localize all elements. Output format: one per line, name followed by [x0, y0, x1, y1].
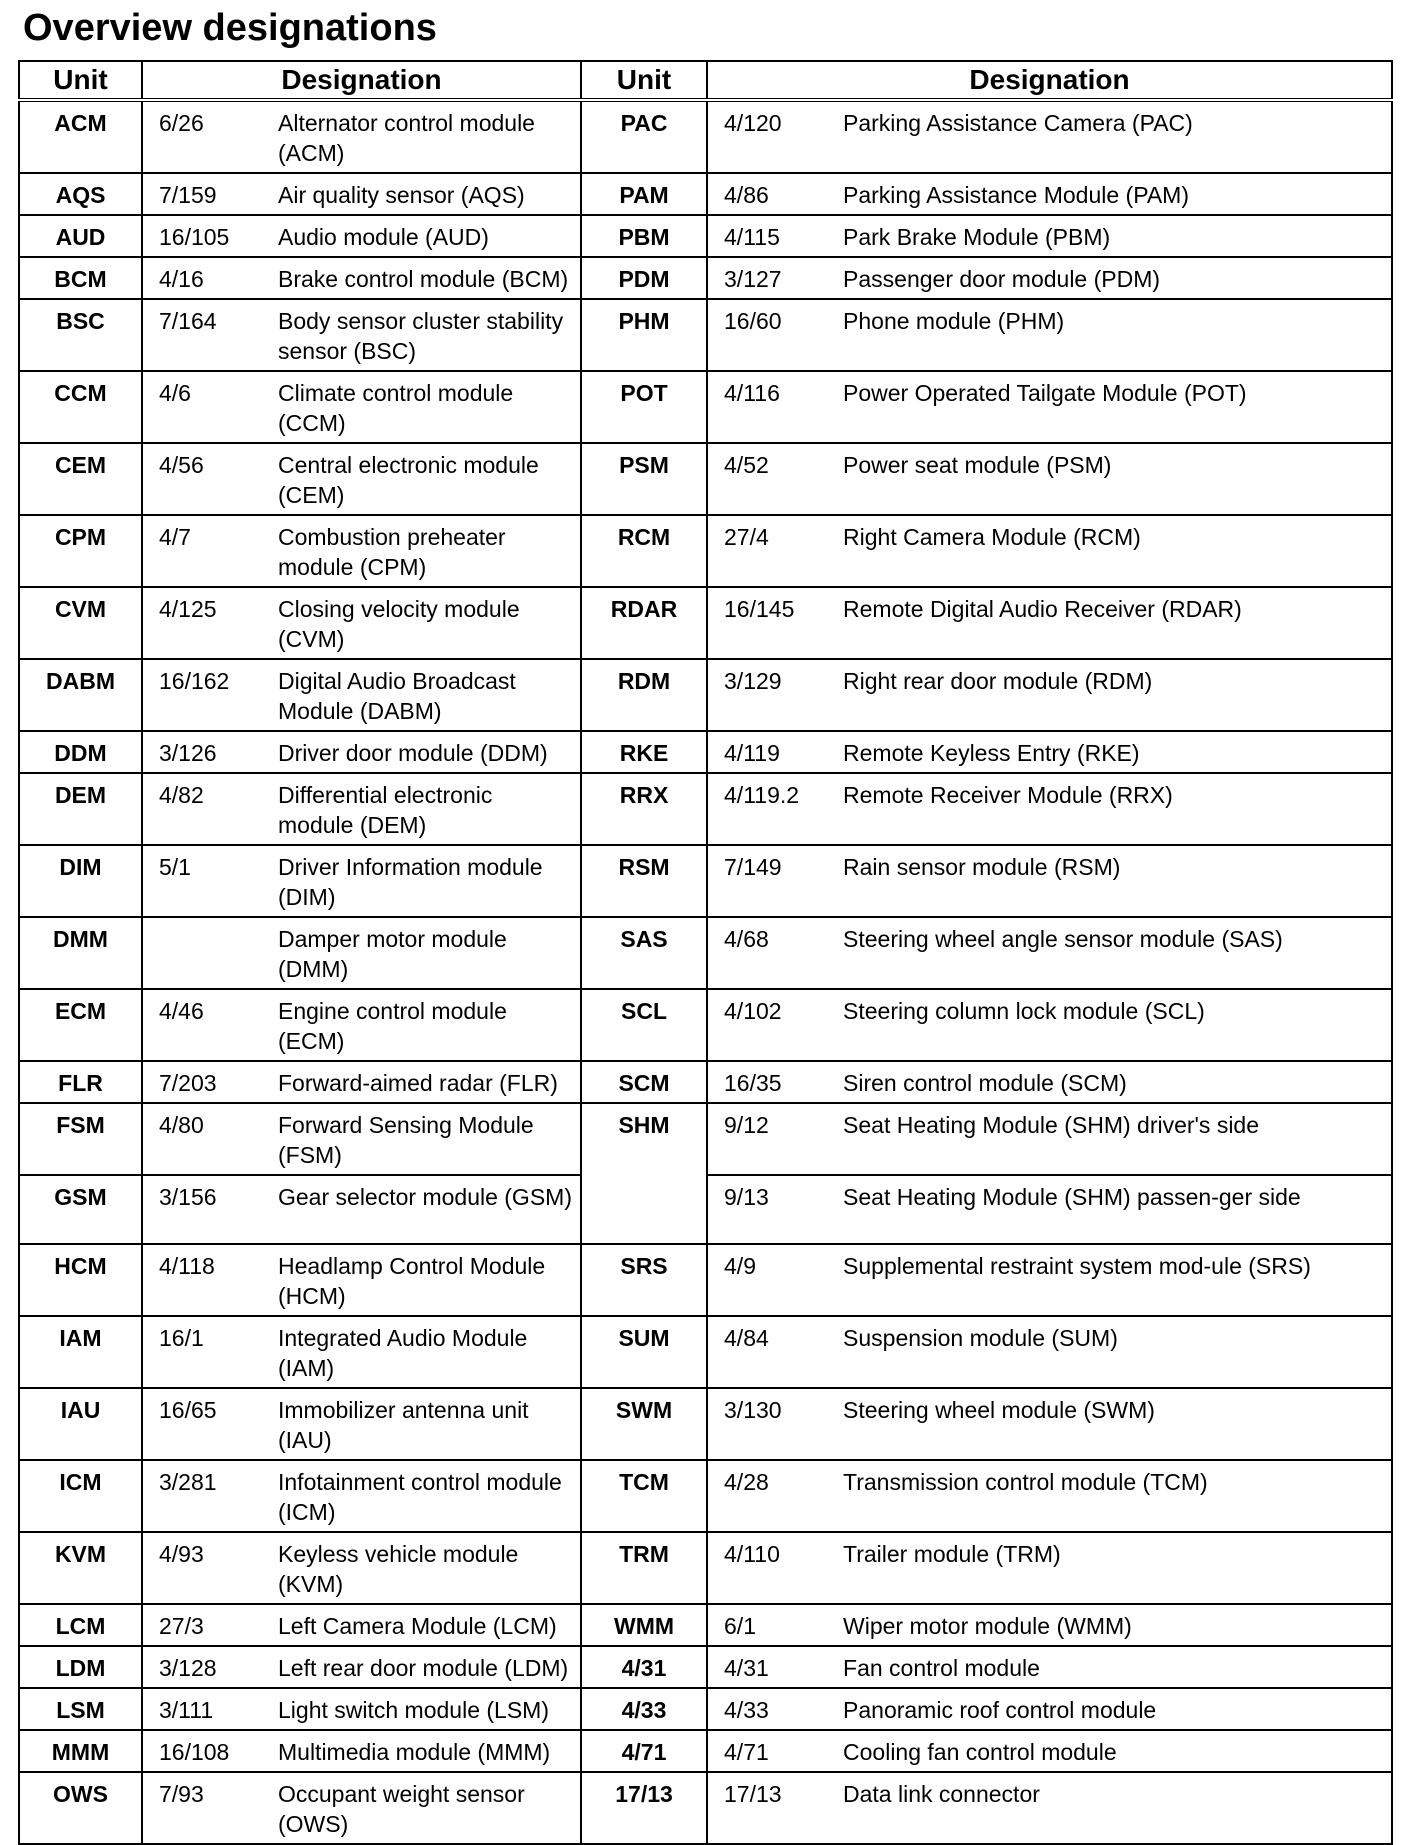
unit-cell-right: 4/33 [581, 1688, 707, 1730]
description-cell-left: Differential electronic module (DEM) [260, 773, 581, 845]
code-cell-right: 17/13 [707, 1772, 825, 1844]
unit-cell-left: CEM [19, 443, 142, 515]
description-cell-right: Parking Assistance Camera (PAC) [825, 100, 1392, 173]
unit-cell-left: ICM [19, 1460, 142, 1532]
unit-cell-right: RDM [581, 659, 707, 731]
description-cell-right: Fan control module [825, 1646, 1392, 1688]
code-cell-left: 4/118 [142, 1244, 260, 1316]
code-cell-right: 3/129 [707, 659, 825, 731]
description-cell-left: Forward Sensing Module (FSM) [260, 1103, 581, 1175]
description-cell-right: Seat Heating Module (SHM) passen-ger side [825, 1175, 1392, 1244]
table-row [19, 371, 1392, 443]
table-row [19, 1061, 1392, 1103]
description-cell-right: Steering wheel module (SWM) [825, 1388, 1392, 1460]
unit-cell-left: BSC [19, 299, 142, 371]
code-cell-right: 4/102 [707, 989, 825, 1061]
description-cell-right: Transmission control module (TCM) [825, 1460, 1392, 1532]
code-cell-left: 16/162 [142, 659, 260, 731]
description-cell-left: Alternator control module (ACM) [260, 100, 581, 173]
description-cell-right: Steering wheel angle sensor module (SAS) [825, 917, 1392, 989]
description-cell-right: Suspension module (SUM) [825, 1316, 1392, 1388]
code-cell-left: 4/7 [142, 515, 260, 587]
code-cell-left: 4/16 [142, 257, 260, 299]
code-cell-right: 4/119 [707, 731, 825, 773]
unit-cell-right: 4/31 [581, 1646, 707, 1688]
description-cell-right: Remote Keyless Entry (RKE) [825, 731, 1392, 773]
code-cell-right: 9/12 [707, 1103, 825, 1175]
description-cell-left: Keyless vehicle module (KVM) [260, 1532, 581, 1604]
unit-cell-right: SHM [581, 1103, 707, 1244]
unit-cell-right: TRM [581, 1532, 707, 1604]
description-cell-right: Wiper motor module (WMM) [825, 1604, 1392, 1646]
table-row [19, 1646, 1392, 1688]
code-cell-left: 3/281 [142, 1460, 260, 1532]
unit-cell-right: PDM [581, 257, 707, 299]
code-cell-right: 3/130 [707, 1388, 825, 1460]
description-cell-right: Phone module (PHM) [825, 299, 1392, 371]
code-cell-left: 7/164 [142, 299, 260, 371]
unit-cell-right: PBM [581, 215, 707, 257]
description-cell-left: Left Camera Module (LCM) [260, 1604, 581, 1646]
code-cell-right: 27/4 [707, 515, 825, 587]
code-cell-left: 3/156 [142, 1175, 260, 1244]
unit-cell-left: LSM [19, 1688, 142, 1730]
code-cell-right: 4/116 [707, 371, 825, 443]
unit-cell-left: DIM [19, 845, 142, 917]
description-cell-right: Passenger door module (PDM) [825, 257, 1392, 299]
unit-cell-left: DDM [19, 731, 142, 773]
code-cell-right: 4/28 [707, 1460, 825, 1532]
unit-cell-left: LDM [19, 1646, 142, 1688]
unit-cell-right: SRS [581, 1244, 707, 1316]
unit-cell-left: IAU [19, 1388, 142, 1460]
description-cell-left: Audio module (AUD) [260, 215, 581, 257]
unit-cell-right: SUM [581, 1316, 707, 1388]
unit-cell-left: LCM [19, 1604, 142, 1646]
unit-cell-right: 17/13 [581, 1772, 707, 1844]
description-cell-right: Trailer module (TRM) [825, 1532, 1392, 1604]
unit-cell-left: FLR [19, 1061, 142, 1103]
description-cell-left: Combustion preheater module (CPM) [260, 515, 581, 587]
code-cell-right: 4/31 [707, 1646, 825, 1688]
code-cell-right: 16/60 [707, 299, 825, 371]
code-cell-left: 16/65 [142, 1388, 260, 1460]
unit-cell-left: FSM [19, 1103, 142, 1175]
code-cell-left [142, 917, 260, 989]
description-cell-right: Steering column lock module (SCL) [825, 989, 1392, 1061]
header-unit-right: Unit [581, 61, 707, 100]
table-row [19, 1604, 1392, 1646]
code-cell-left: 27/3 [142, 1604, 260, 1646]
table-row [19, 1532, 1392, 1604]
unit-cell-right: PAC [581, 100, 707, 173]
table-row [19, 1388, 1392, 1460]
table-row [19, 515, 1392, 587]
table-row [19, 100, 1392, 173]
description-cell-right: Data link connector [825, 1772, 1392, 1844]
description-cell-right: Panoramic roof control module [825, 1688, 1392, 1730]
description-cell-right: Remote Receiver Module (RRX) [825, 773, 1392, 845]
designations-table [18, 60, 1393, 1845]
table-body [19, 100, 1392, 1844]
table-row [19, 1460, 1392, 1532]
description-cell-right: Parking Assistance Module (PAM) [825, 173, 1392, 215]
description-cell-left: Infotainment control module (ICM) [260, 1460, 581, 1532]
description-cell-left: Body sensor cluster stability sensor (BSC) [260, 299, 581, 371]
code-cell-right: 9/13 [707, 1175, 825, 1244]
unit-cell-right: WMM [581, 1604, 707, 1646]
code-cell-left: 16/105 [142, 215, 260, 257]
description-cell-right: Supplemental restraint system mod-ule (SRS) [825, 1244, 1392, 1316]
description-cell-left: Multimedia module (MMM) [260, 1730, 581, 1772]
code-cell-right: 4/84 [707, 1316, 825, 1388]
code-cell-left: 16/108 [142, 1730, 260, 1772]
description-cell-left: Immobilizer antenna unit (IAU) [260, 1388, 581, 1460]
description-cell-right: Power Operated Tailgate Module (POT) [825, 371, 1392, 443]
description-cell-left: Driver door module (DDM) [260, 731, 581, 773]
code-cell-right: 4/119.2 [707, 773, 825, 845]
unit-cell-left: CVM [19, 587, 142, 659]
unit-cell-right: SCL [581, 989, 707, 1061]
description-cell-left: Air quality sensor (AQS) [260, 173, 581, 215]
unit-cell-right: RCM [581, 515, 707, 587]
table-row [19, 1730, 1392, 1772]
description-cell-left: Gear selector module (GSM) [260, 1175, 581, 1244]
unit-cell-left: AQS [19, 173, 142, 215]
unit-cell-left: CCM [19, 371, 142, 443]
description-cell-right: Remote Digital Audio Receiver (RDAR) [825, 587, 1392, 659]
unit-cell-right: PSM [581, 443, 707, 515]
unit-cell-right: 4/71 [581, 1730, 707, 1772]
description-cell-left: Forward-aimed radar (FLR) [260, 1061, 581, 1103]
description-cell-left: Damper motor module (DMM) [260, 917, 581, 989]
header-designation-left: Designation [142, 61, 581, 100]
code-cell-right: 4/33 [707, 1688, 825, 1730]
table-row [19, 1244, 1392, 1316]
code-cell-left: 3/126 [142, 731, 260, 773]
unit-cell-right: POT [581, 371, 707, 443]
unit-cell-right: PAM [581, 173, 707, 215]
code-cell-right: 4/68 [707, 917, 825, 989]
code-cell-right: 6/1 [707, 1604, 825, 1646]
description-cell-left: Integrated Audio Module (IAM) [260, 1316, 581, 1388]
table-row [19, 215, 1392, 257]
unit-cell-left: BCM [19, 257, 142, 299]
description-cell-left: Closing velocity module (CVM) [260, 587, 581, 659]
code-cell-left: 7/203 [142, 1061, 260, 1103]
code-cell-left: 4/93 [142, 1532, 260, 1604]
unit-cell-left: OWS [19, 1772, 142, 1844]
code-cell-left: 4/125 [142, 587, 260, 659]
code-cell-right: 3/127 [707, 257, 825, 299]
page-title: Overview designations [23, 7, 437, 49]
unit-cell-left: ECM [19, 989, 142, 1061]
unit-cell-left: AUD [19, 215, 142, 257]
unit-cell-left: CPM [19, 515, 142, 587]
table-row [19, 731, 1392, 773]
description-cell-left: Left rear door module (LDM) [260, 1646, 581, 1688]
unit-cell-left: IAM [19, 1316, 142, 1388]
unit-cell-right: PHM [581, 299, 707, 371]
description-cell-right: Right rear door module (RDM) [825, 659, 1392, 731]
description-cell-right: Park Brake Module (PBM) [825, 215, 1392, 257]
table-row [19, 659, 1392, 731]
unit-cell-right: RRX [581, 773, 707, 845]
table-row [19, 1688, 1392, 1730]
table-row [19, 587, 1392, 659]
description-cell-right: Cooling fan control module [825, 1730, 1392, 1772]
code-cell-right: 16/35 [707, 1061, 825, 1103]
table-row [19, 989, 1392, 1061]
description-cell-right: Power seat module (PSM) [825, 443, 1392, 515]
table-row [19, 1772, 1392, 1844]
code-cell-right: 4/9 [707, 1244, 825, 1316]
code-cell-right: 4/52 [707, 443, 825, 515]
table-row [19, 1316, 1392, 1388]
unit-cell-right: RKE [581, 731, 707, 773]
unit-cell-right: SCM [581, 1061, 707, 1103]
description-cell-left: Driver Information module (DIM) [260, 845, 581, 917]
code-cell-right: 7/149 [707, 845, 825, 917]
description-cell-left: Engine control module (ECM) [260, 989, 581, 1061]
table-row [19, 173, 1392, 215]
unit-cell-left: HCM [19, 1244, 142, 1316]
code-cell-left: 4/82 [142, 773, 260, 845]
header-designation-right: Designation [707, 61, 1392, 100]
code-cell-left: 3/128 [142, 1646, 260, 1688]
code-cell-right: 4/110 [707, 1532, 825, 1604]
unit-cell-right: RDAR [581, 587, 707, 659]
description-cell-right: Rain sensor module (RSM) [825, 845, 1392, 917]
unit-cell-right: SAS [581, 917, 707, 989]
table-row [19, 845, 1392, 917]
unit-cell-left: GSM [19, 1175, 142, 1244]
description-cell-left: Light switch module (LSM) [260, 1688, 581, 1730]
unit-cell-right: SWM [581, 1388, 707, 1460]
code-cell-right: 4/120 [707, 100, 825, 173]
description-cell-left: Central electronic module (CEM) [260, 443, 581, 515]
table-row [19, 257, 1392, 299]
description-cell-left: Occupant weight sensor (OWS) [260, 1772, 581, 1844]
code-cell-left: 4/56 [142, 443, 260, 515]
description-cell-right: Right Camera Module (RCM) [825, 515, 1392, 587]
unit-cell-right: RSM [581, 845, 707, 917]
description-cell-left: Digital Audio Broadcast Module (DABM) [260, 659, 581, 731]
header-unit-left: Unit [19, 61, 142, 100]
code-cell-right: 4/115 [707, 215, 825, 257]
code-cell-left: 4/46 [142, 989, 260, 1061]
description-cell-left: Climate control module (CCM) [260, 371, 581, 443]
code-cell-left: 7/159 [142, 173, 260, 215]
code-cell-left: 5/1 [142, 845, 260, 917]
table-row [19, 299, 1392, 371]
code-cell-left: 4/80 [142, 1103, 260, 1175]
code-cell-left: 4/6 [142, 371, 260, 443]
code-cell-left: 3/111 [142, 1688, 260, 1730]
description-cell-right: Seat Heating Module (SHM) driver's side [825, 1103, 1392, 1175]
description-cell-left: Brake control module (BCM) [260, 257, 581, 299]
unit-cell-right: TCM [581, 1460, 707, 1532]
unit-cell-left: DABM [19, 659, 142, 731]
unit-cell-left: ACM [19, 100, 142, 173]
table-row [19, 1103, 1392, 1175]
unit-cell-left: DEM [19, 773, 142, 845]
table-row [19, 917, 1392, 989]
code-cell-left: 6/26 [142, 100, 260, 173]
unit-cell-left: KVM [19, 1532, 142, 1604]
unit-cell-left: MMM [19, 1730, 142, 1772]
table-row [19, 443, 1392, 515]
code-cell-left: 16/1 [142, 1316, 260, 1388]
table-row [19, 773, 1392, 845]
code-cell-left: 7/93 [142, 1772, 260, 1844]
code-cell-right: 16/145 [707, 587, 825, 659]
description-cell-left: Headlamp Control Module (HCM) [260, 1244, 581, 1316]
code-cell-right: 4/86 [707, 173, 825, 215]
description-cell-right: Siren control module (SCM) [825, 1061, 1392, 1103]
code-cell-right: 4/71 [707, 1730, 825, 1772]
unit-cell-left: DMM [19, 917, 142, 989]
header-row [19, 61, 1392, 100]
